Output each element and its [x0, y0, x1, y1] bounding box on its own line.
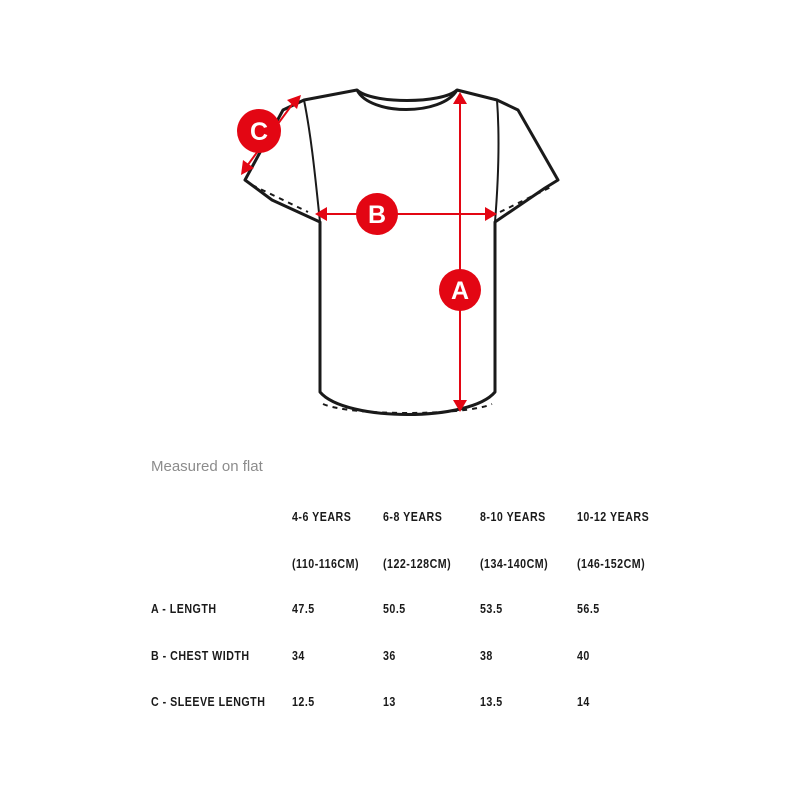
table-cell: 13.5 — [480, 694, 503, 709]
svg-text:C: C — [249, 118, 269, 146]
row-label-length: A - LENGTH — [151, 601, 217, 616]
row-label-chest-width: B - CHEST WIDTH — [151, 648, 250, 663]
column-header-height: (146-152CM) — [577, 556, 646, 571]
column-header-height: (134-140CM) — [480, 556, 549, 571]
table-cell: 14 — [577, 694, 590, 709]
table-cell: 13 — [383, 694, 396, 709]
column-header-height: (110-116CM) — [292, 556, 360, 571]
table-cell: 36 — [383, 648, 396, 663]
table-cell: 50.5 — [383, 601, 406, 616]
table-cell: 56.5 — [577, 601, 600, 616]
marker-c — [237, 109, 281, 153]
svg-text:B: B — [367, 201, 387, 229]
tshirt-outline — [245, 90, 558, 415]
measurement-note: Measured on flat — [151, 458, 263, 475]
table-cell: 40 — [577, 648, 590, 663]
table-cell: 47.5 — [292, 601, 315, 616]
table-cell: 53.5 — [480, 601, 503, 616]
column-header-age: 8-10 YEARS — [480, 509, 546, 524]
table-cell: 12.5 — [292, 694, 315, 709]
left-sleeve-hem-stitch — [252, 185, 308, 212]
table-cell: 38 — [480, 648, 493, 663]
column-header-age: 4-6 YEARS — [292, 509, 352, 524]
column-header-age: 6-8 YEARS — [383, 509, 443, 524]
tshirt-collar — [357, 90, 457, 101]
svg-text:A: A — [450, 277, 470, 305]
row-label-sleeve-length: C - SLEEVE LENGTH — [151, 694, 266, 709]
chest-width-arrow — [315, 207, 497, 221]
left-armhole-seam — [304, 100, 320, 222]
length-arrow — [450, 92, 470, 412]
table-cell: 34 — [292, 648, 305, 663]
marker-b — [356, 193, 398, 235]
column-header-height: (122-128CM) — [383, 556, 452, 571]
right-armhole-seam — [495, 100, 498, 222]
marker-a — [439, 269, 481, 311]
column-header-age: 10-12 YEARS — [577, 509, 650, 524]
